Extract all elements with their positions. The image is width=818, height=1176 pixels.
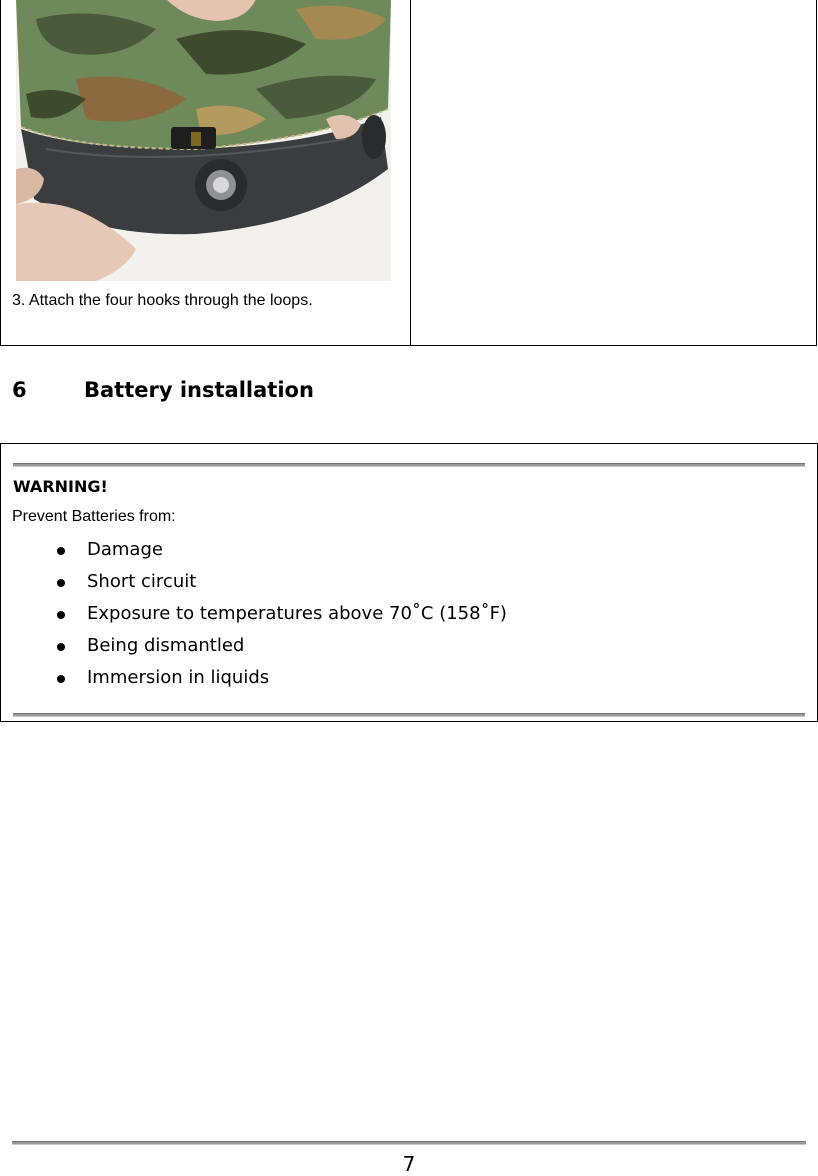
list-item-text: Short circuit — [87, 571, 197, 592]
list-item-text: Being dismantled — [87, 635, 245, 656]
hat-attachment-photo — [16, 0, 391, 281]
footer-rule — [12, 1141, 806, 1145]
list-item-text: Immersion in liquids — [87, 667, 270, 688]
bullet-icon — [57, 643, 65, 651]
bullet-icon — [57, 579, 65, 587]
section-title: Battery installation — [84, 378, 314, 402]
warning-intro: Prevent Batteries from: — [12, 508, 176, 525]
list-item-text: Damage — [87, 539, 163, 560]
warning-title: WARNING! — [13, 477, 108, 496]
bullet-icon — [57, 675, 65, 683]
bullet-icon — [57, 611, 65, 619]
page-number: 7 — [402, 1152, 416, 1176]
warning-box — [0, 443, 818, 722]
bullet-icon — [57, 547, 65, 555]
section-number: 6 — [12, 378, 27, 402]
step-caption: 3. Attach the four hooks through the loops. — [12, 292, 313, 309]
instruction-table — [0, 0, 817, 346]
table-column-divider — [410, 0, 411, 345]
warning-bottom-rule — [13, 713, 805, 717]
photo-illustration — [16, 0, 391, 281]
list-item-text: Exposure to temperatures above 70˚C (158˚F) — [87, 603, 507, 624]
section-heading — [12, 378, 314, 402]
warning-top-rule — [13, 463, 805, 467]
